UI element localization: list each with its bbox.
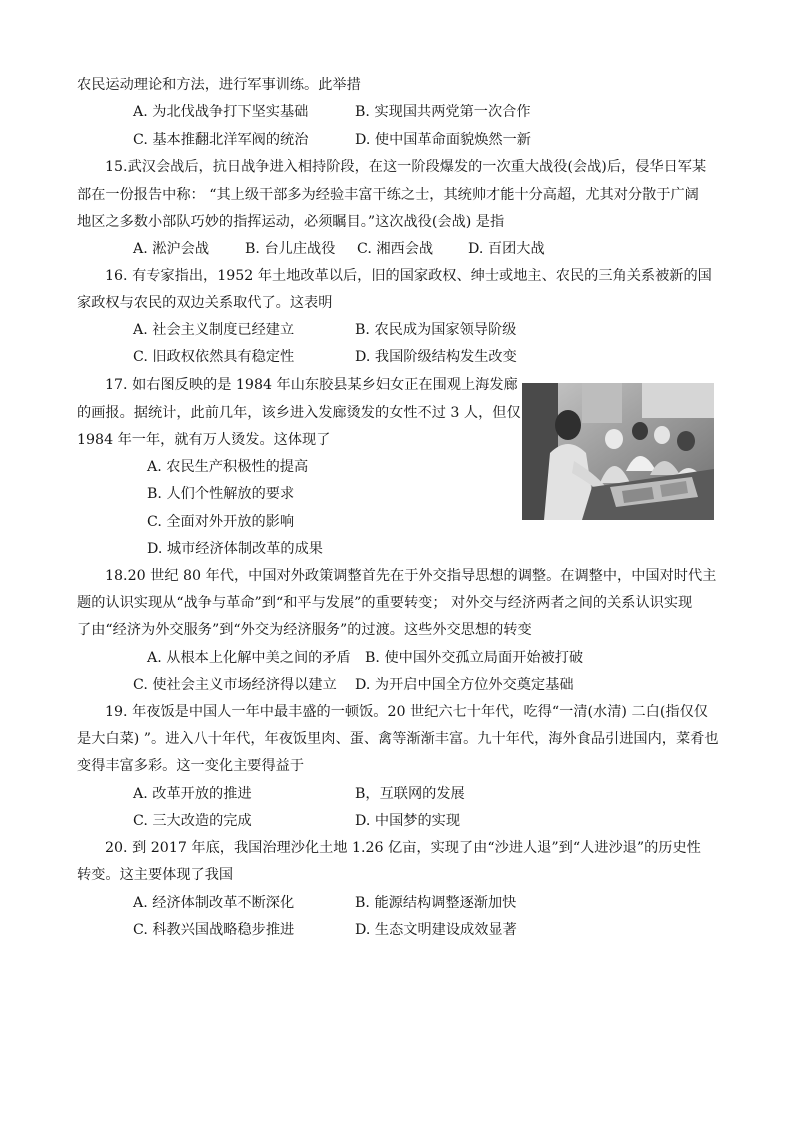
question-17-option-a: A. 农民生产积极性的提高 [147,459,309,475]
question-15-stem-line-1: 15.武汉会战后，抗日战争进入相持阶段，在这一阶段爆发的一次重大战役(会战)后，侵华日军某 [105,159,707,175]
question-20-option-c: C. 科教兴国战略稳步推进 [133,922,295,938]
question-16-option-d: D. 我国阶级结构发生改变 [355,349,517,365]
question-17-photo [522,383,714,520]
question-19-option-b: B，互联网的发展 [355,786,465,802]
question-16-option-b: B. 农民成为国家领导阶级 [355,322,517,338]
question-17-option-d: D. 城市经济体制改革的成果 [147,541,323,557]
question-20-option-a: A. 经济体制改革不断深化 [133,895,295,911]
question-17-option-c: C. 全面对外开放的影响 [147,514,295,530]
question-16-stem-line-1: 16. 有专家指出，1952 年土地改革以后，旧的国家政权、绅士或地主、农民的三角关系被新的国 [105,268,712,284]
question-14-stem-line: 农民运动理论和方法，进行军事训练。此举措 [77,77,361,93]
question-19-stem-line-2: 是大白菜) ”。进入八十年代，年夜饭里肉、蛋、禽等渐渐丰富。九十年代，海外食品引进国内，菜肴也 [77,731,719,747]
question-18-option-a: A. 从根本上化解中美之间的矛盾 [147,650,351,666]
question-18-option-c: C. 使社会主义市场经济得以建立 [133,677,337,693]
question-20-option-b: B. 能源结构调整逐渐加快 [355,895,517,911]
question-18-option-d: D. 为开启中国全方位外交奠定基础 [355,677,574,693]
question-14-option-c: C. 基本推翻北洋军阀的统治 [133,132,309,148]
question-16-option-c: C. 旧政权依然具有稳定性 [133,349,295,365]
question-19-stem-line-3: 变得丰富多彩。这一变化主要得益于 [77,758,305,774]
question-18-stem-line-2: 题的认识实现从“战争与革命”到“和平与发展”的重要转变； 对外交与经济两者之间的关系认识实现 [77,595,693,611]
question-20-stem-line-2: 转变。这主要体现了我国 [77,867,234,883]
question-16-option-a: A. 社会主义制度已经建立 [133,322,295,338]
question-16-stem-line-2: 家政权与农民的双边关系取代了。这表明 [77,295,333,311]
question-20-stem-line-1: 20. 到 2017 年底，我国治理沙化土地 1.26 亿亩，实现了由“沙进人退”到“人进沙退”的历史性 [105,840,701,856]
question-15-option-c: C. 湘西会战 [357,241,434,257]
question-14-option-b: B. 实现国共两党第一次合作 [355,104,531,120]
question-19-option-a: A. 改革开放的推进 [133,786,252,802]
question-14-option-a: A. 为北伐战争打下坚实基础 [133,104,309,120]
question-17-stem-line-3: 1984 年一年，就有万人烫发。这体现了 [77,432,331,448]
question-15-stem-line-3: 地区之多数小部队巧妙的指挥运动，必须瞩目。”这次战役(会战) 是指 [77,214,505,230]
question-17-stem-line-1: 17. 如右图反映的是 1984 年山东胶县某乡妇女正在围观上海发廊 [105,377,518,393]
question-18-stem-line-1: 18.20 世纪 80 年代，中国对外政策调整首先在于外交指导思想的调整。在调整中，中国对时代主 [105,568,717,584]
question-19-option-c: C. 三大改造的完成 [133,813,252,829]
question-15-option-a: A. 淞沪会战 [133,241,210,257]
question-17-stem-line-2: 的画报。据统计，此前几年，该乡进入发廊烫发的女性不过 3 人，但仅 [77,405,521,421]
question-15-stem-line-2: 部在一份报告中称： “其上级干部多为经验丰富干练之士，其统帅才能十分高超，尤其对分散于广阔 [77,187,699,203]
question-20-option-d: D. 生态文明建设成效显著 [355,922,517,938]
question-19-option-d: D. 中国梦的实现 [355,813,461,829]
women-viewing-pictorial-image [522,383,714,520]
question-15-option-d: D. 百团大战 [468,241,545,257]
question-15-option-b: B. 台儿庄战役 [245,241,336,257]
question-17-option-b: B. 人们个性解放的要求 [147,486,295,502]
question-18-option-b: B. 使中国外交孤立局面开始被打破 [365,650,584,666]
question-19-stem-line-1: 19. 年夜饭是中国人一年中最丰盛的一顿饭。20 世纪六七十年代，吃得“一清(水清) 二白(指仅仅 [105,704,708,720]
question-18-stem-line-3: 了由“经济为外交服务”到“外交为经济服务”的过渡。这些外交思想的转变 [77,622,532,638]
question-14-option-d: D. 使中国革命面貌焕然一新 [355,132,531,148]
